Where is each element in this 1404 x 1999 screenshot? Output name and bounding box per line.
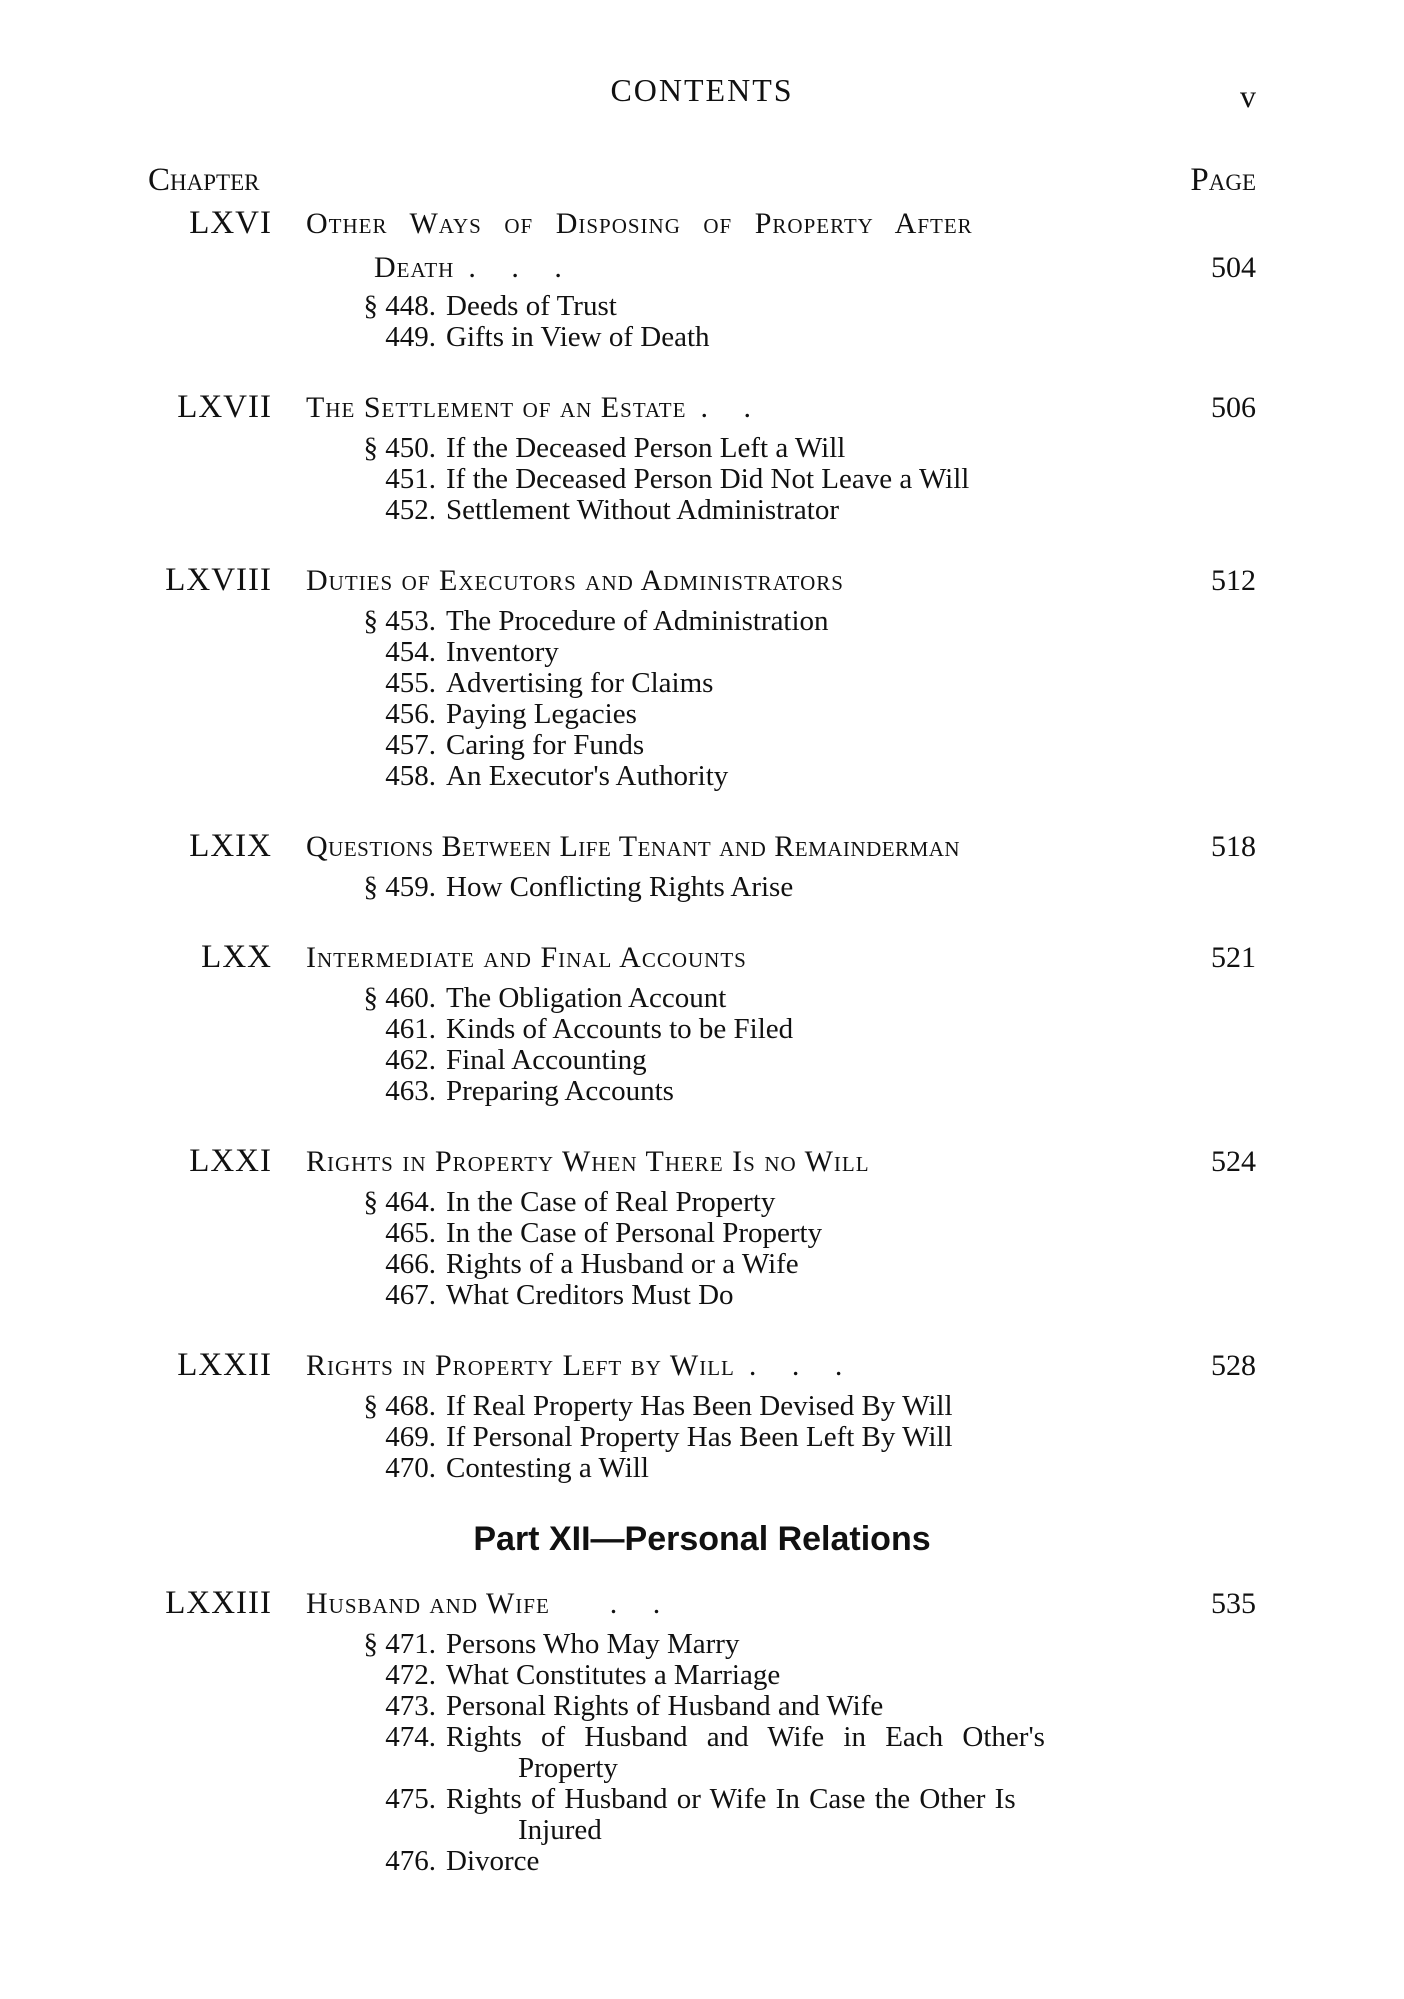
chapter-page-number: 506 — [1211, 391, 1256, 424]
toc-chapter — [0, 828, 1404, 903]
section-number: 449. — [385, 321, 436, 353]
toc-chapter — [0, 939, 1404, 1107]
section-title: Rights of a Husband or a Wife — [446, 1248, 799, 1280]
section-entry — [0, 1846, 1404, 1877]
chapter-number: LXVIII — [165, 562, 272, 598]
section-title-continued — [0, 1815, 1404, 1846]
section-title: In the Case of Real Property — [446, 1186, 776, 1218]
section-number: 462. — [385, 1044, 436, 1076]
dot-leader: . . . — [748, 1349, 857, 1382]
section-number: 454. — [385, 636, 436, 668]
section-entry — [0, 1045, 1404, 1076]
section-entry — [0, 983, 1404, 1014]
chapter-number: LXXIII — [165, 1585, 272, 1621]
section-title: Final Accounting — [446, 1044, 647, 1076]
page-folio: v — [1240, 78, 1256, 114]
section-title: Rights of Husband or Wife In Case the Other Is — [446, 1783, 1016, 1815]
section-entry — [0, 872, 1404, 903]
section-title: Persons Who May Marry — [446, 1628, 740, 1660]
section-number: 461. — [385, 1013, 436, 1045]
section-entry — [0, 433, 1404, 464]
section-title: The Procedure of Administration — [446, 605, 829, 637]
chapter-title: Other Ways of Disposing of Property After — [306, 207, 973, 240]
section-title: If the Deceased Person Did Not Leave a Will — [446, 463, 970, 495]
dot-leader: . . — [700, 391, 765, 424]
section-number: § 468. — [363, 1390, 436, 1422]
section-entry — [0, 495, 1404, 526]
section-title-continuation: Injured — [518, 1814, 602, 1846]
section-title: Contesting a Will — [446, 1452, 649, 1484]
section-entry — [0, 1014, 1404, 1045]
section-number: 452. — [385, 494, 436, 526]
chapter-page-number: 518 — [1211, 830, 1256, 863]
chapter-title-continued: Death — [374, 251, 455, 284]
chapter-number: LXIX — [189, 828, 272, 864]
chapter-number: LXX — [201, 939, 272, 975]
section-title: How Conflicting Rights Arise — [446, 871, 794, 903]
section-number: 474. — [385, 1721, 436, 1753]
section-number: 466. — [385, 1248, 436, 1280]
section-title: If the Deceased Person Left a Will — [446, 432, 846, 464]
section-number: § 448. — [363, 290, 436, 322]
running-title: CONTENTS — [610, 72, 794, 108]
section-number: § 459. — [363, 871, 436, 903]
section-number: 469. — [385, 1421, 436, 1453]
section-title: If Real Property Has Been Devised By Will — [446, 1390, 953, 1422]
section-number: 456. — [385, 698, 436, 730]
section-entry — [0, 606, 1404, 637]
section-number: 472. — [385, 1659, 436, 1691]
section-title: Inventory — [446, 636, 559, 668]
section-entry — [0, 1422, 1404, 1453]
section-entry — [0, 1187, 1404, 1218]
section-title: What Constitutes a Marriage — [446, 1659, 781, 1691]
section-title: What Creditors Must Do — [446, 1279, 734, 1311]
chapter-title: The Settlement of an Estate — [306, 391, 687, 424]
chapter-page-number: 504 — [1211, 251, 1256, 284]
section-number: § 460. — [363, 982, 436, 1014]
section-entry — [0, 1691, 1404, 1722]
section-number: 473. — [385, 1690, 436, 1722]
section-entry — [0, 1391, 1404, 1422]
section-title: An Executor's Authority — [446, 760, 729, 792]
section-entry — [0, 1249, 1404, 1280]
section-title-continuation: Property — [518, 1752, 618, 1784]
section-entry — [0, 1629, 1404, 1660]
toc-chapter — [0, 1585, 1404, 1877]
section-number: § 464. — [363, 1186, 436, 1218]
chapter-number: LXVII — [177, 389, 272, 425]
section-entry — [0, 1218, 1404, 1249]
section-number: 455. — [385, 667, 436, 699]
chapter-number: LXXI — [189, 1143, 272, 1179]
section-entry — [0, 1453, 1404, 1484]
section-title: Advertising for Claims — [446, 667, 714, 699]
column-headers — [148, 162, 1256, 202]
chapter-title: Rights in Property Left by Will — [306, 1349, 735, 1382]
toc-chapter — [0, 1143, 1404, 1311]
section-entry — [0, 464, 1404, 495]
section-entry — [0, 668, 1404, 699]
section-title: Settlement Without Administrator — [446, 494, 839, 526]
chapter-title: Husband and Wife — [306, 1587, 550, 1620]
section-entry — [0, 1784, 1404, 1815]
chapter-number: LXVI — [189, 205, 272, 241]
section-number: § 453. — [363, 605, 436, 637]
chapter-title: Rights in Property When There Is no Will — [306, 1145, 870, 1178]
section-number: 463. — [385, 1075, 436, 1107]
chapter-page-number: 524 — [1211, 1145, 1256, 1178]
section-number: 457. — [385, 729, 436, 761]
section-title: If Personal Property Has Been Left By Will — [446, 1421, 953, 1453]
chapter-page-number: 528 — [1211, 1349, 1256, 1382]
section-title-continued — [0, 1753, 1404, 1784]
part-heading: Part XII—Personal Relations — [473, 1520, 931, 1558]
section-title: The Obligation Account — [446, 982, 727, 1014]
section-number: 458. — [385, 760, 436, 792]
toc-chapter — [0, 1347, 1404, 1484]
section-title: In the Case of Personal Property — [446, 1217, 823, 1249]
section-entry — [0, 761, 1404, 792]
section-title: Paying Legacies — [446, 698, 637, 730]
section-title: Gifts in View of Death — [446, 321, 710, 353]
chapter-column-header: Chapter — [148, 162, 260, 198]
section-title: Divorce — [446, 1845, 540, 1877]
section-entry — [0, 637, 1404, 668]
toc-chapter — [0, 389, 1404, 526]
section-entry — [0, 322, 1404, 353]
page-column-header: Page — [1190, 162, 1256, 198]
dot-leader: . . . — [468, 251, 576, 284]
section-title: Personal Rights of Husband and Wife — [446, 1690, 884, 1722]
section-entry — [0, 1280, 1404, 1311]
toc-chapter — [0, 562, 1404, 792]
toc-chapter — [0, 205, 1404, 353]
chapter-page-number: 535 — [1211, 1587, 1256, 1620]
section-number: 476. — [385, 1845, 436, 1877]
section-number: 467. — [385, 1279, 436, 1311]
section-number: 475. — [385, 1783, 436, 1815]
section-number: § 450. — [363, 432, 436, 464]
chapter-title: Questions Between Life Tenant and Remainderman — [306, 830, 961, 863]
dot-leader: . . — [609, 1587, 675, 1620]
section-number: § 471. — [363, 1628, 436, 1660]
toc-entries — [0, 205, 1404, 1913]
chapter-page-number: 512 — [1211, 564, 1256, 597]
section-number: 451. — [385, 463, 436, 495]
section-entry — [0, 1722, 1404, 1753]
section-number: 470. — [385, 1452, 436, 1484]
section-entry — [0, 1076, 1404, 1107]
section-title: Rights of Husband and Wife in Each Other's — [446, 1721, 1045, 1753]
section-entry — [0, 699, 1404, 730]
section-title: Kinds of Accounts to be Filed — [446, 1013, 794, 1045]
section-title: Caring for Funds — [446, 729, 645, 761]
section-entry — [0, 730, 1404, 761]
section-title: Preparing Accounts — [446, 1075, 674, 1107]
chapter-number: LXXII — [177, 1347, 272, 1383]
chapter-title: Intermediate and Final Accounts — [306, 941, 747, 974]
section-number: 465. — [385, 1217, 436, 1249]
chapter-page-number: 521 — [1211, 941, 1256, 974]
section-entry — [0, 291, 1404, 322]
chapter-title: Duties of Executors and Administrators — [306, 564, 844, 597]
section-title: Deeds of Trust — [446, 290, 617, 322]
section-entry — [0, 1660, 1404, 1691]
